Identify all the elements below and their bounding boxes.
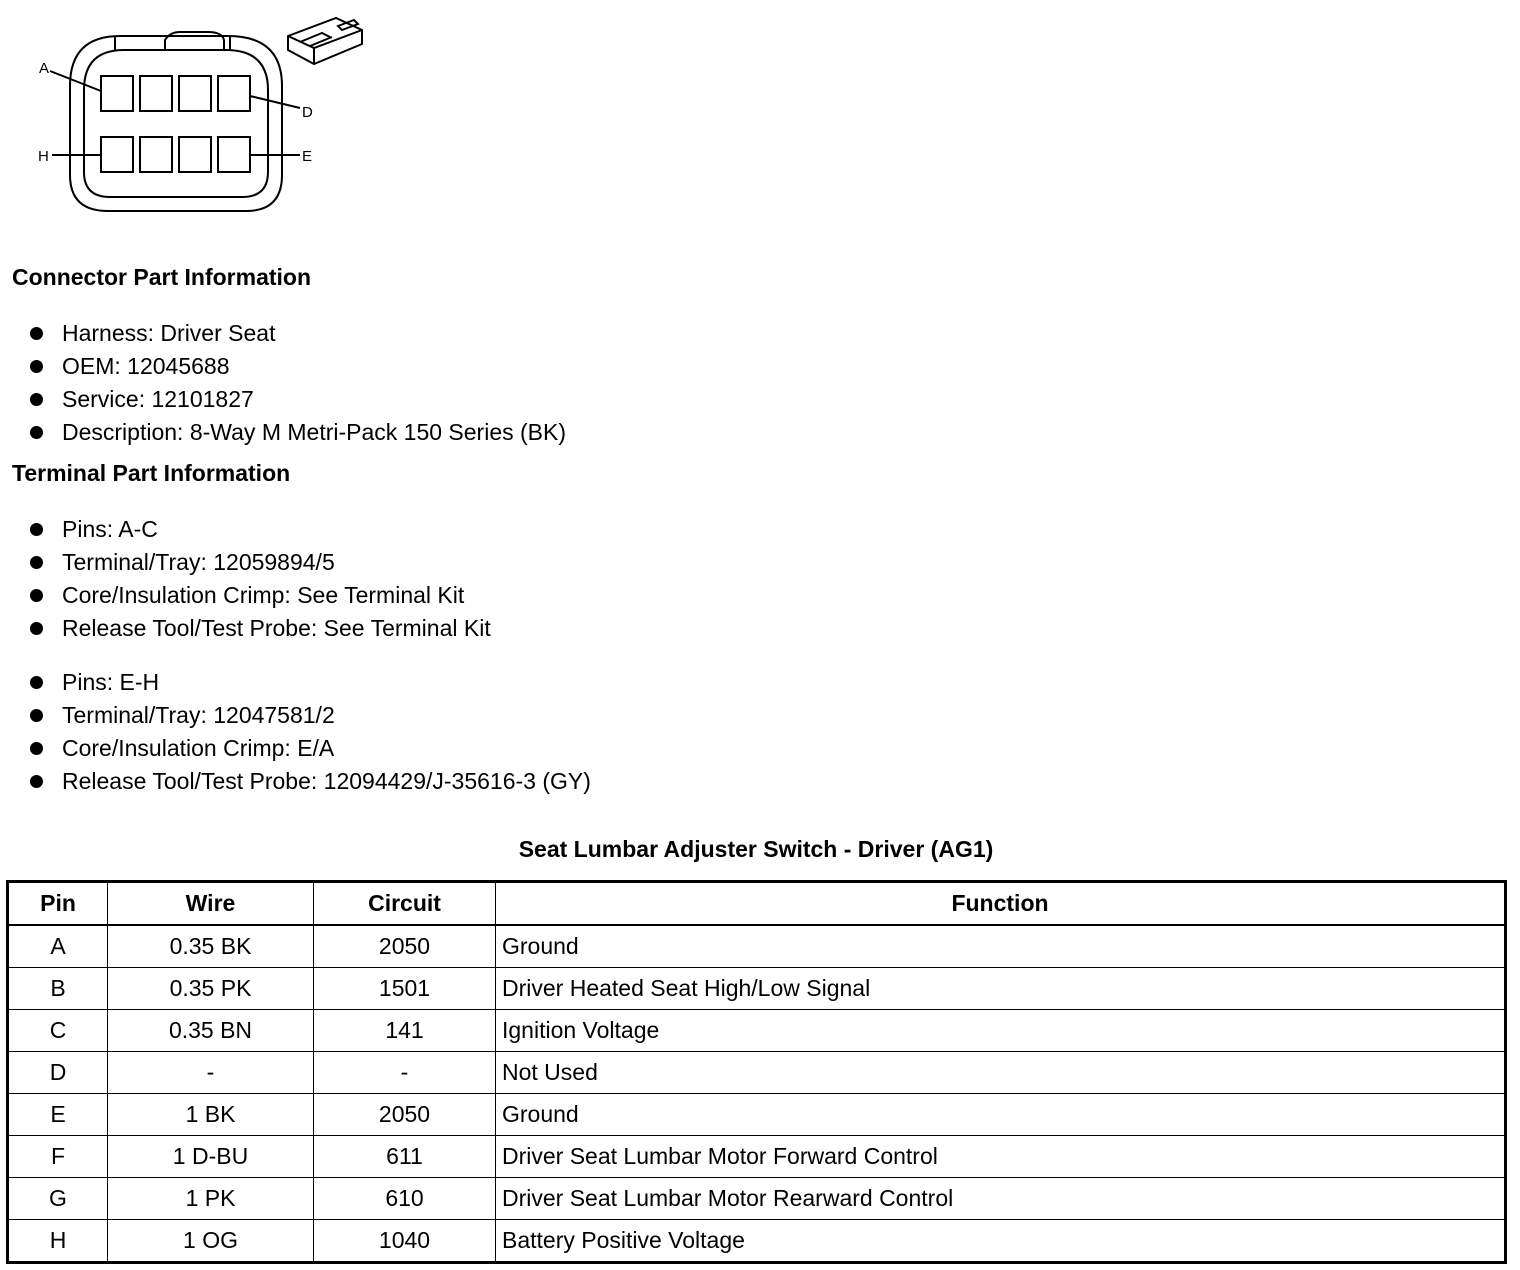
pin-cell: H bbox=[8, 1220, 108, 1263]
cavity-g bbox=[140, 137, 172, 172]
table-row bbox=[8, 968, 1506, 1010]
wire-cell: 0.35 BN bbox=[108, 1010, 314, 1052]
column-header-pin: Pin bbox=[8, 882, 108, 926]
function-cell: Driver Seat Lumbar Motor Rearward Control bbox=[496, 1178, 1506, 1220]
column-header-function: Function bbox=[496, 882, 1506, 926]
connector-part-info-list bbox=[30, 317, 566, 449]
function-cell: Ignition Voltage bbox=[496, 1010, 1506, 1052]
function-cell: Driver Seat Lumbar Motor Forward Control bbox=[496, 1136, 1506, 1178]
circuit-cell: 611 bbox=[314, 1136, 496, 1178]
pin-label-d: D bbox=[302, 104, 313, 121]
table-row bbox=[8, 1094, 1506, 1136]
list-item: Pins: E-H bbox=[30, 666, 591, 699]
wire-cell: 0.35 PK bbox=[108, 968, 314, 1010]
pin-cell: E bbox=[8, 1094, 108, 1136]
leader-line-d bbox=[250, 96, 300, 108]
list-item: Terminal/Tray: 12047581/2 bbox=[30, 699, 591, 732]
table-row bbox=[8, 1220, 1506, 1263]
cavity-f bbox=[179, 137, 211, 172]
circuit-cell: - bbox=[314, 1052, 496, 1094]
circuit-cell: 2050 bbox=[314, 925, 496, 968]
function-cell: Not Used bbox=[496, 1052, 1506, 1094]
list-item: Pins: A-C bbox=[30, 513, 491, 546]
column-header-circuit: Circuit bbox=[314, 882, 496, 926]
cavity-h bbox=[101, 137, 133, 172]
function-cell: Ground bbox=[496, 925, 1506, 968]
list-item: Terminal/Tray: 12059894/5 bbox=[30, 546, 491, 579]
column-header-wire: Wire bbox=[108, 882, 314, 926]
connector-housing-outline bbox=[70, 36, 282, 211]
list-item: Description: 8-Way M Metri-Pack 150 Series (BK) bbox=[30, 416, 566, 449]
connector-part-info-heading: Connector Part Information bbox=[12, 264, 312, 290]
pin-cell: D bbox=[8, 1052, 108, 1094]
function-cell: Battery Positive Voltage bbox=[496, 1220, 1506, 1263]
cavity-e bbox=[218, 137, 250, 172]
table-row bbox=[8, 1136, 1506, 1178]
list-item: Release Tool/Test Probe: See Terminal Kit bbox=[30, 612, 491, 645]
list-item: OEM: 12045688 bbox=[30, 350, 566, 383]
list-item: Harness: Driver Seat bbox=[30, 317, 566, 350]
terminal-part-info-list-1 bbox=[30, 513, 491, 645]
list-item: Core/Insulation Crimp: E/A bbox=[30, 732, 591, 765]
pin-cell: B bbox=[8, 968, 108, 1010]
cavity-b bbox=[140, 76, 172, 111]
table-row bbox=[8, 1178, 1506, 1220]
wire-cell: 1 BK bbox=[108, 1094, 314, 1136]
circuit-cell: 610 bbox=[314, 1178, 496, 1220]
leader-line-a bbox=[50, 71, 101, 91]
pin-label-h: H bbox=[38, 148, 49, 165]
cavity-d bbox=[218, 76, 250, 111]
table-row bbox=[8, 925, 1506, 968]
function-cell: Driver Heated Seat High/Low Signal bbox=[496, 968, 1506, 1010]
pin-label-e: E bbox=[302, 148, 313, 165]
circuit-cell: 141 bbox=[314, 1010, 496, 1052]
pinout-table-title: Seat Lumbar Adjuster Switch - Driver (AG1) bbox=[518, 836, 994, 862]
wire-cell: 1 PK bbox=[108, 1178, 314, 1220]
connector-latch bbox=[115, 32, 230, 50]
wire-cell: - bbox=[108, 1052, 314, 1094]
table-row bbox=[8, 1052, 1506, 1094]
pinout-table bbox=[6, 880, 1507, 1264]
connector-3d-icon bbox=[288, 18, 362, 64]
wire-cell: 1 OG bbox=[108, 1220, 314, 1263]
pin-label-a: A bbox=[39, 60, 50, 77]
pin-cell: G bbox=[8, 1178, 108, 1220]
wire-cell: 1 D-BU bbox=[108, 1136, 314, 1178]
list-item: Release Tool/Test Probe: 12094429/J-35616-3 (GY) bbox=[30, 765, 591, 798]
terminal-part-info-list-2 bbox=[30, 666, 591, 798]
table-row bbox=[8, 1010, 1506, 1052]
list-item: Core/Insulation Crimp: See Terminal Kit bbox=[30, 579, 491, 612]
circuit-cell: 1040 bbox=[314, 1220, 496, 1263]
cavity-a bbox=[101, 76, 133, 111]
terminal-part-info-heading: Terminal Part Information bbox=[12, 460, 291, 486]
pin-cell: C bbox=[8, 1010, 108, 1052]
cavity-c bbox=[179, 76, 211, 111]
table-header-row bbox=[8, 882, 1506, 926]
circuit-cell: 2050 bbox=[314, 1094, 496, 1136]
connector-face-diagram bbox=[0, 0, 380, 230]
connector-housing-inner bbox=[84, 50, 268, 197]
pin-cell: A bbox=[8, 925, 108, 968]
wire-cell: 0.35 BK bbox=[108, 925, 314, 968]
list-item: Service: 12101827 bbox=[30, 383, 566, 416]
pin-cell: F bbox=[8, 1136, 108, 1178]
circuit-cell: 1501 bbox=[314, 968, 496, 1010]
function-cell: Ground bbox=[496, 1094, 1506, 1136]
